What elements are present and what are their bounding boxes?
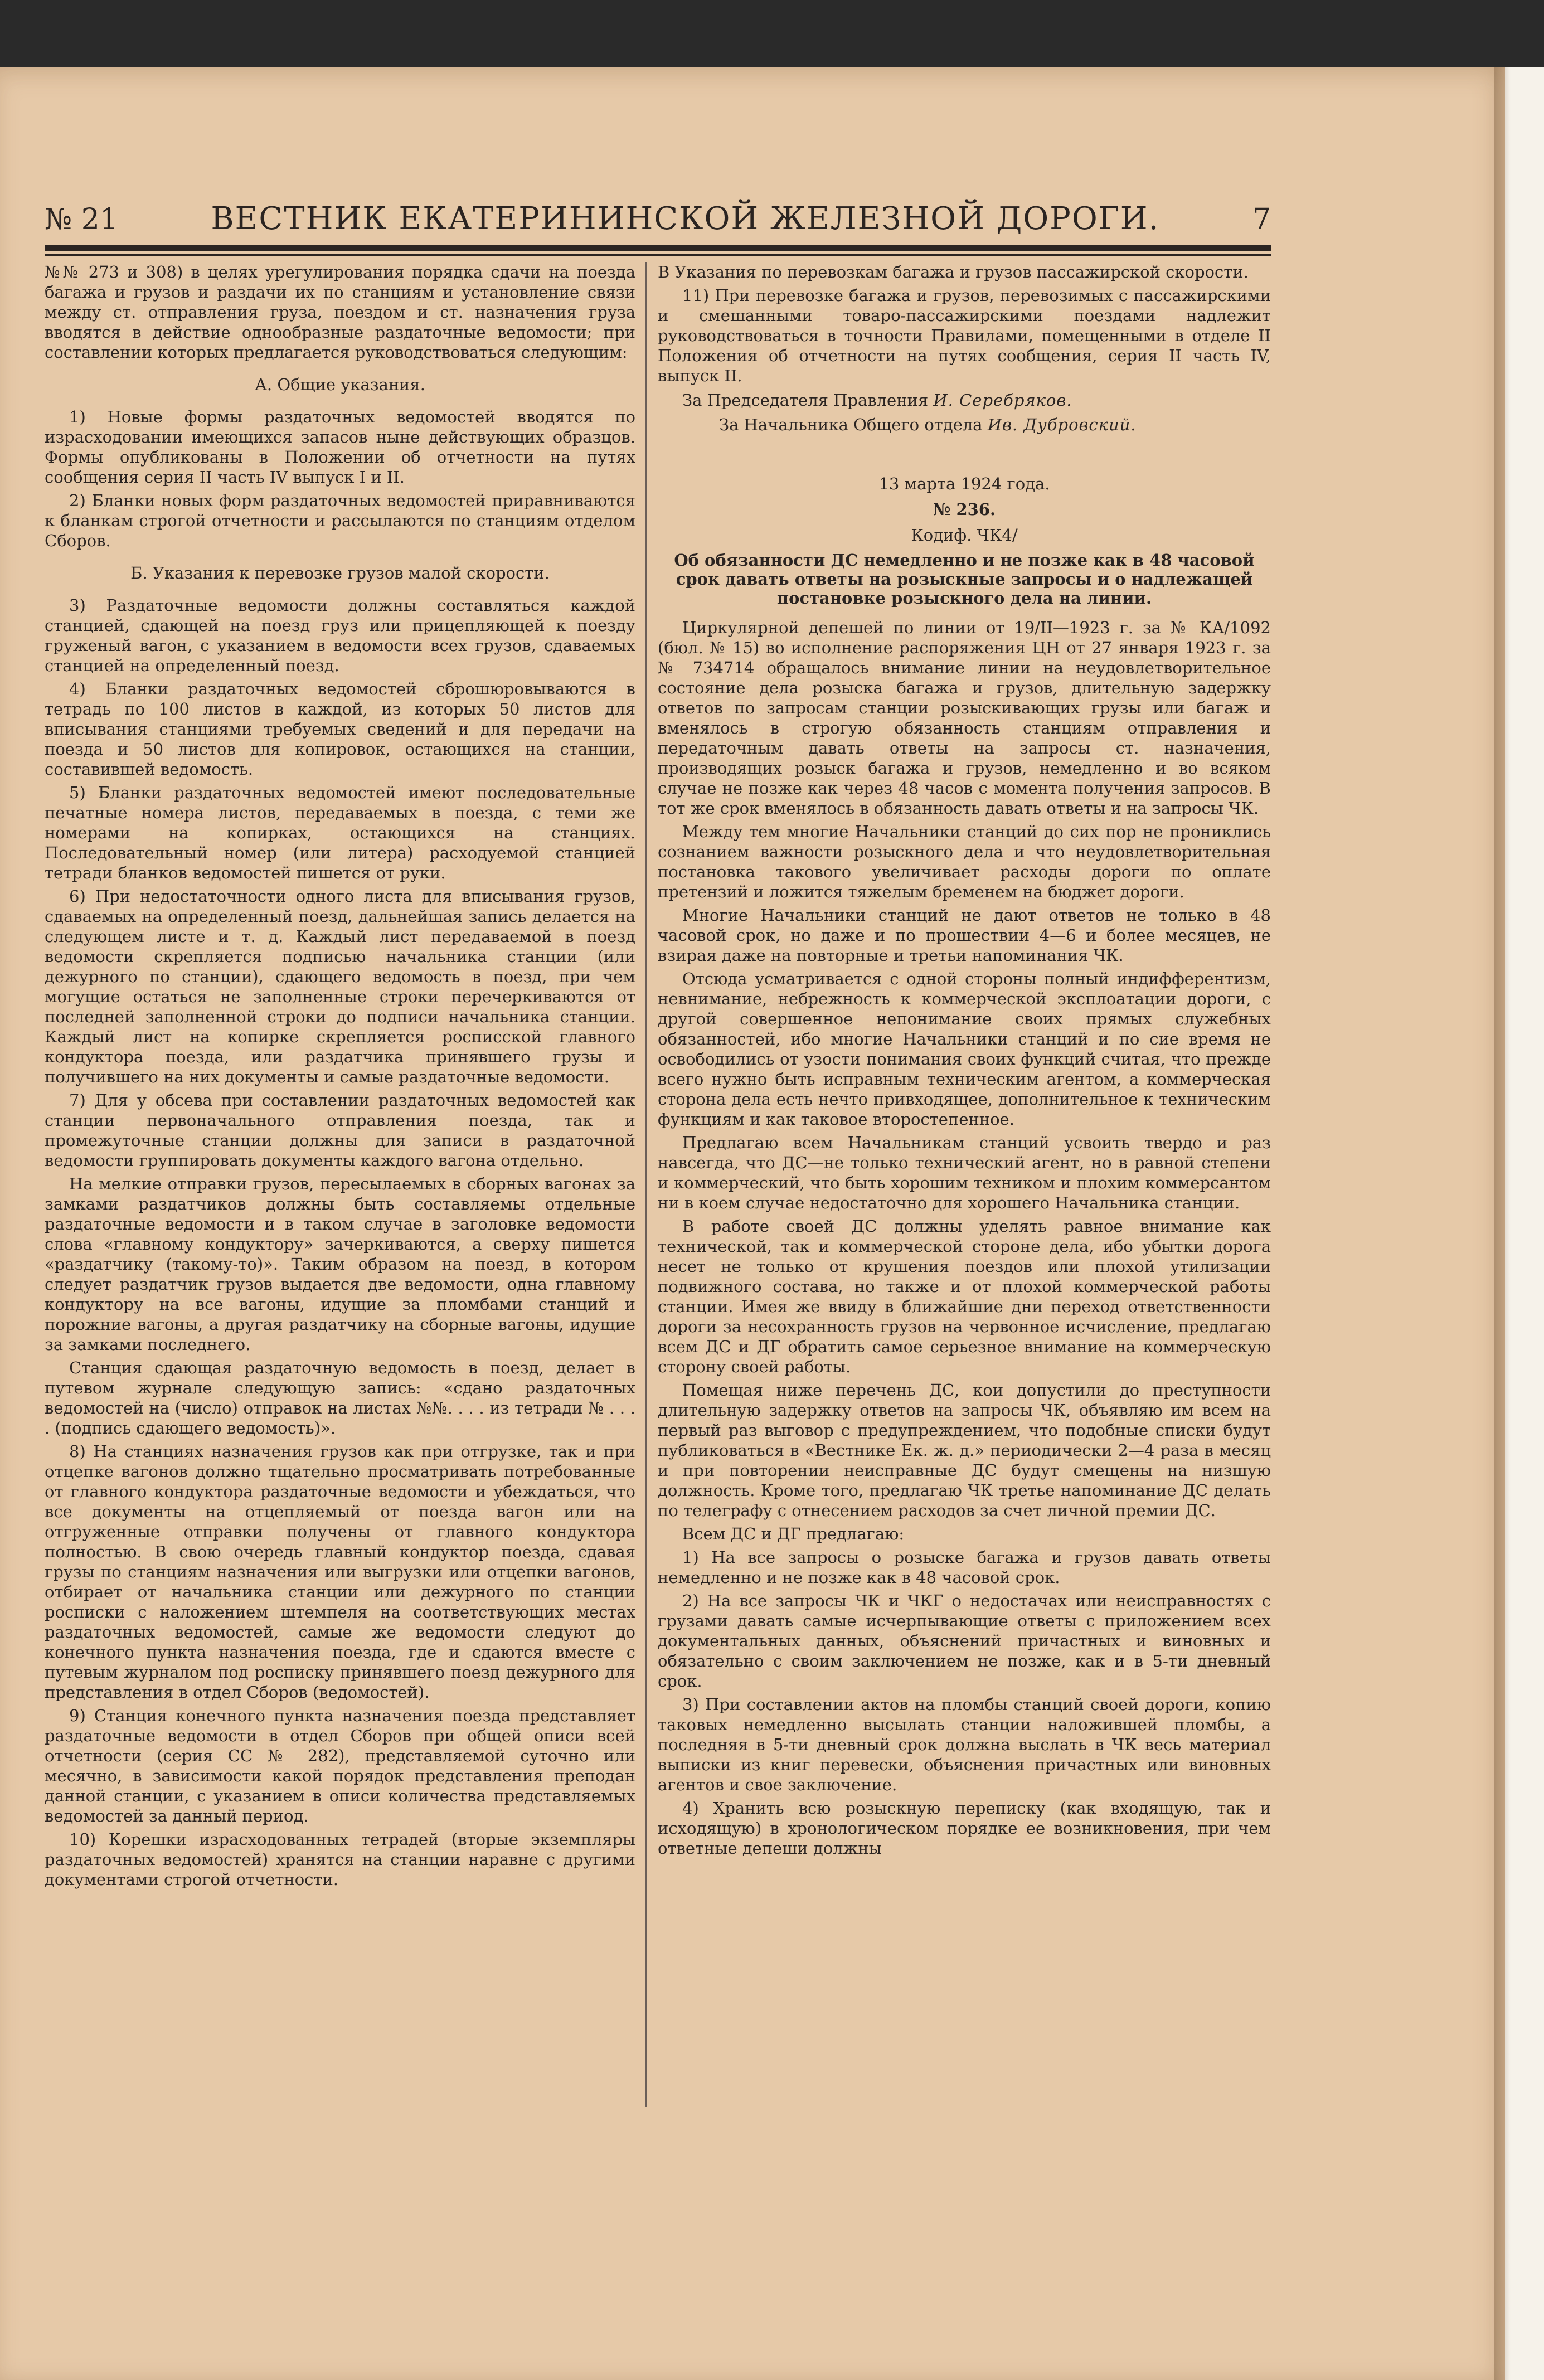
signature-2-label: За Начальника Общего отдела: [719, 415, 983, 434]
column-divider: [645, 262, 647, 2107]
left-column: [45, 262, 635, 2112]
signature-1: [658, 390, 1271, 410]
right-column: [658, 262, 1271, 2112]
order-paragraph-4: Отсюда усматривается с одной стороны полный индифферентизм, невнимание, небрежность к коммерческой эксплоатации дороги, с другой совершенное непонимание своих прямых служебных обязанностей, ибо многие Начальники станций и по сие время не освободились от узости понимания своих функций считая, что прежде всего нужно быть исправным техническим агентом, а коммерческая сторона дела есть нечто привходящее, дополнительное к техническим функциям и как таковое второстепенное.: [658, 969, 1271, 1129]
paragraph-10: 10) Корешки израсходованных тетрадей (вторые экземпляры раздаточных ведомостей) хранятся на станции наравне с другими документами строгой отчетности.: [45, 1830, 635, 1889]
order-item-1: 1) На все запросы о розыске багажа и грузов давать ответы немедленно и не позже как в 48 часовой срок.: [658, 1548, 1271, 1587]
paragraph-4: 4) Бланки раздаточных ведомостей сброшюровываются в тетрадь по 100 листов в каждой, из которых 50 листов для вписывания станциями требуемых сведений и для передачи на поезда и 50 листов для копировок, остающихся на станции, составившей ведомость.: [45, 679, 635, 779]
order-paragraph-6: В работе своей ДС должны уделять равное внимание как технической, так и коммерческой стороне дела, ибо убытки дорога несет не только от крушения поездов или плохой утилизации подвижного состава, но также и от плохой коммерческой работы станции. Имея же ввиду в ближайшие дни переход ответственности дороги за несохранность грузов на червонное исчисление, предлагаю всем ДС и ДГ обратить самое серьезное внимание на коммерческую сторону своей работы.: [658, 1217, 1271, 1376]
paragraph-3: 3) Раздаточные ведомости должны составляться каждой станцией, сдающей на поезд груз или прицепляющей к поезду груженый вагон, с указанием в ведомости всех грузов, сдаваемых станцией на определенный поезд.: [45, 596, 635, 675]
order-paragraph-7: Помещая ниже перечень ДС, кои допустили до преступности длительную задержку ответов на запросы ЧК, объявляю им всем на первый раз выговор с предупреждением, что подобные списки будут публиковаться в «Вестнике Ек. ж. д.» периодически 2—4 раза в месяц и при повторении неисправные ДС будут смещены на низшую должность. Кроме того, предлагаю ЧК третье напоминание ДС делать по телеграфу с отнесением расходов за счет личной премии ДС.: [658, 1381, 1271, 1520]
paragraph-7: 7) Для у обсева при составлении раздаточных ведомостей как станции первоначального отправления поезда, так и промежуточные станции должны для записи в раздаточной ведомости группировать документы каждого вагона отдельно.: [45, 1091, 635, 1170]
paragraph-11: 11) При перевозке багажа и грузов, перевозимых с пассажирскими и смешанными товаро-пассажирскими поездами надлежит руководствоваться в точности Правилами, помещенными в отделе II Положения об отчетности на путях сообщения, серия II часть IV, выпуск II.: [658, 286, 1271, 385]
order-codif: Кодиф. ЧК4/: [911, 526, 1018, 545]
issue-number: № 21: [45, 203, 118, 236]
order-item-2: 2) На все запросы ЧК и ЧКГ о недостачах или неисправностях с грузами давать самые исчерпывающие ответы с приложением всех документальных данных, объяснений причастных и виновных и обязательно с своим заключением не позже, как и в 5-ти дневный срок.: [658, 1591, 1271, 1691]
paragraph-7c: Станция сдающая раздаточную ведомость в поезд, делает в путевом журнале следующую запись: «сдано раздаточных ведомостей на (число) отправок на листах №№. . . . из тетради № . . . . (подпись сдающего ведомость)».: [45, 1358, 635, 1437]
page-header: [45, 201, 1271, 245]
paragraph-6: 6) При недостаточности одного листа для вписывания грузов, сдаваемых на определенный поезд, дальнейшая запись делается на следующем листе и т. д. Каждый лист передаваемой в поезд ведомости скрепляется подписью начальника станции (или дежурного по станции), сдающего ведомость в поезд, при чем могущие остаться не заполненные строки перечеркиваются от последней заполненной строки до подписи начальника станции. Каждый лист на копирке скрепляется росписской главного кондуктора поезда, или раздатчика принявшего грузы и получившего на них документы и самые раздаточные ведомости.: [45, 887, 635, 1086]
scan-background-top: [0, 0, 1544, 67]
order-item-3: 3) При составлении актов на пломбы станций своей дороги, копию таковых немедленно высылать станции наложившей пломбы, а последняя в 5-ти дневный срок должна выслать в ЧК весь материал выписки из книг перевески, объяснения причастных или виновных агентов и свое заключение.: [658, 1695, 1271, 1794]
page-number: 7: [1252, 203, 1271, 236]
signature-1-label: За Председателя Правления: [682, 391, 929, 410]
order-paragraph-1: Циркулярной депешей по линии от 19/II—1923 г. за № КА/1092 (бюл. № 15) во исполнение распоряжения ЦН от 27 января 1923 г. за № 734714 обращалось внимание линии на неудовлетворительное состояние дела розыска багажа и грузов, длительную задержку ответов по запросам станции розыскивающих грузы или багаж и вменялось в строгую обязанность станциям отправления и передаточным давать ответы на запросы ст. назначения, производящих розыск багажа и грузов, немедленно и во всяком случае не позже как через 48 часов с момента получения запросов. В тот же срок вменялось в обязанность давать ответы и на запросы ЧК.: [658, 618, 1271, 818]
section-b-heading: Б. Указания к перевозке грузов малой скорости.: [130, 564, 550, 582]
section-a-heading: А. Общие указания.: [254, 375, 426, 394]
order-paragraph-8: Всем ДС и ДГ предлагаю:: [682, 1524, 905, 1543]
order-number: № 236.: [933, 500, 996, 519]
newspaper-title: ВЕСТНИК ЕКАТЕРИНИНСКОЙ ЖЕЛЕЗНОЙ ДОРОГИ.: [211, 201, 1160, 237]
order-title: Об обязанности ДС немедленно и не позже как в 48 часовой срок давать ответы на розыскные запросы и о надлежащей постановке розыскного дела на линии.: [674, 551, 1255, 608]
paragraph-2: 2) Бланки новых форм раздаточных ведомостей приравниваются к бланкам строгой отчетности и рассылаются по станциям отделом Сборов.: [45, 491, 635, 550]
paragraph-5: 5) Бланки раздаточных ведомостей имеют последовательные печатные номера листов, передаваемых в поезда, с теми же номерами на копирках, остающихся на станциях. Последовательный номер (или литера) расходуемой станцией тетради бланков ведомостей пишется от руки.: [45, 783, 635, 882]
header-rule-thin: [45, 254, 1271, 256]
order-date: 13 марта 1924 года.: [878, 474, 1050, 493]
header-rule-thick: [45, 245, 1271, 251]
section-c-heading: В Указания по перевозкам багажа и грузов пассажирской скорости.: [658, 263, 1249, 281]
order-paragraph-3: Многие Начальники станций не дают ответов не только в 48 часовой срок, но даже и по прошествии 4—6 и более месяцев, не взирая даже на повторные и третьи напоминания ЧК.: [658, 906, 1271, 965]
paragraph-1: 1) Новые формы раздаточных ведомостей вводятся по израсходовании имеющихся запасов ныне действующих образцов. Формы опубликованы в Положении об отчетности на путях сообщения серия II часть IV выпуск I и II.: [45, 407, 635, 487]
order-paragraph-5: Предлагаю всем Начальникам станций усвоить твердо и раз навсегда, что ДС—не только технический агент, но в равной степени и коммерческий, что быть хорошим техником и плохим коммерсантом ни в коем случае недостаточно для хорошего Начальника станции.: [658, 1133, 1271, 1212]
signature-2-name: Ив. Дубровский.: [987, 415, 1137, 434]
paragraph-8: 8) На станциях назначения грузов как при отгрузке, так и при отцепке вагонов должно тщательно просматривать потребованные от главного кондуктора раздаточные ведомости и убеждаться, что все документы на отцепляемый от поезда вагон или на отгруженные отправки получены от главного кондуктора полностью. В свою очередь главный кондуктор поезда, сдавая грузы по станциям назначения или выгрузки или отцепки вагонов, отбирает от начальника станции или дежурного по станции роспиcки с наложением штемпеля на соответствующих местах раздаточных ведомостей, самые же ведомости следуют до конечного пункта назначения поезда, где и сдаются вместе с путевым журналом под роспиcку принявшего поезд дежурного для представления в отдел Сборов (ведомостей).: [45, 1442, 635, 1702]
paragraph-7b: На мелкие отправки грузов, пересылаемых в сборных вагонах за замками раздатчиков должны быть составляемы отдельные раздаточные ведомости и в таком случае в заголовке ведомости слова «главному кондуктору» зачеркиваются, а сверху пишется «раздатчику (такому-то)». Таким образом на поезд, в котором следует раздатчик грузов выдается две ведомости, одна главному кондуктору на все вагоны, идущие за пломбами станций и порожние вагоны, а другая раздатчику на сборные вагоны, идущие за замками последнего.: [45, 1174, 635, 1354]
intro-paragraph: №№ 273 и 308) в целях урегулирования порядка сдачи на поезда багажа и грузов и раздачи их по станциям и установление связи между ст. отправления груза, поездом и ст. назначения груза вводятся в действие однообразные раздаточные ведомости; при составлении которых предлагается руководствоваться следующим:: [45, 263, 635, 362]
page-edge-shadow: [1494, 67, 1511, 2380]
signature-2: [658, 415, 1271, 435]
signature-1-name: И. Серебряков.: [933, 391, 1072, 410]
paragraph-9: 9) Станция конечного пункта назначения поезда представляет раздаточные ведомости в отдел Сборов при общей описи всей отчетности (серия СС № 282), представляемой суточно или месячно, в зависимости какой порядок представления преподан данной станции, с указанием в описи количества представляемых ведомостей за данный период.: [45, 1706, 635, 1825]
order-item-4: 4) Хранить всю розыскную переписку (как входящую, так и исходящую) в хронологическом порядке ее возникновения, при чем ответные депеши должны: [658, 1799, 1271, 1858]
order-paragraph-2: Между тем многие Начальники станций до сих пор не прониклись сознанием важности розыскного дела и что неудовлетворительная постановка такового увеличивает расходы дороги по оплате претензий и ложится тяжелым бременем на бюджет дороги.: [658, 822, 1271, 901]
